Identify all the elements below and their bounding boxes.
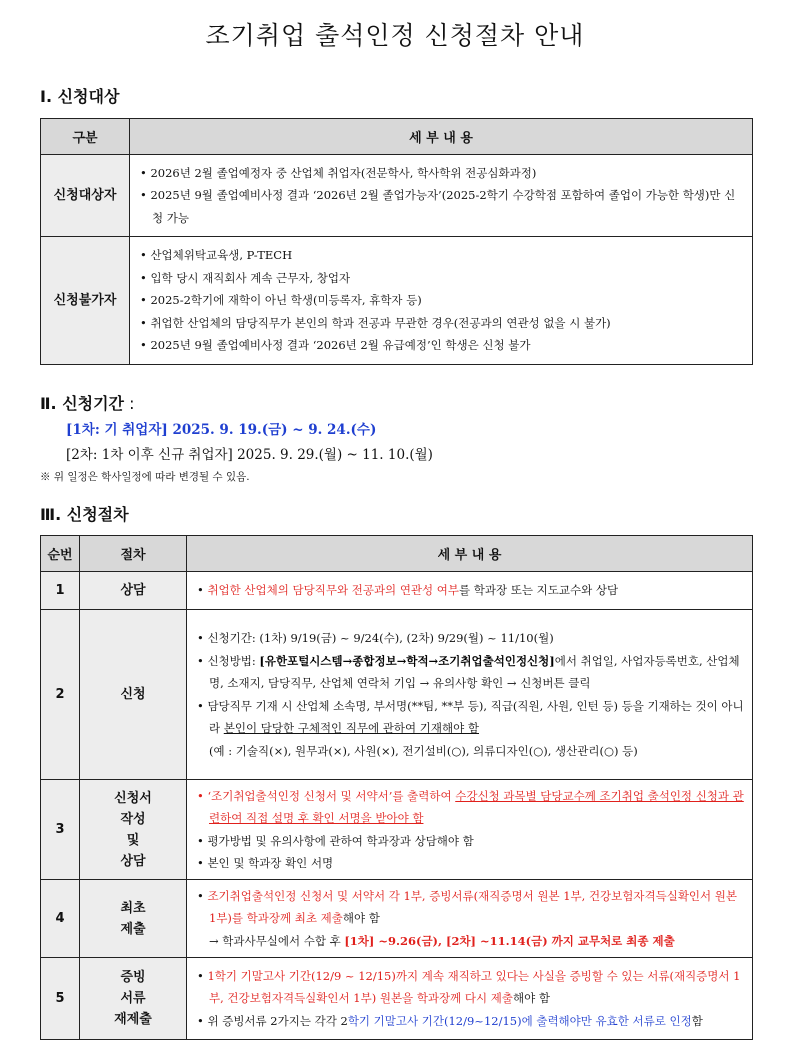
step-label: 제출 xyxy=(120,921,146,937)
header-details: 세 부 내 용 xyxy=(187,536,753,572)
step-label: 상담 xyxy=(80,572,187,610)
section1-heading: Ⅰ. 신청대상 xyxy=(40,87,120,106)
step-label: 및 xyxy=(126,832,140,848)
highlight-text: 조기취업출석인정 신청서 및 서약서 각 1부, 증빙서류(재직증명서 원본 1부, 건강보험자격득실확인서 원본 1부)를 학과장께 최초 제출 xyxy=(207,888,738,926)
body-text: 함 xyxy=(691,1013,703,1028)
step-label: 작성 xyxy=(120,811,146,827)
section2-colon: : xyxy=(124,394,135,413)
row-label-ineligible: 신청불가자 xyxy=(41,237,130,365)
list-item: • 평가방법 및 유의사항에 관하여 학과장과 상담해야 함 xyxy=(197,830,744,853)
list-item xyxy=(197,885,744,930)
step-label: 신청 xyxy=(80,610,187,780)
highlight-text: 학기 기말고사 기간(12/9~12/15)에 출력해야만 유효한 서류로 인정 xyxy=(347,1013,692,1028)
step-number: 5 xyxy=(41,958,80,1040)
body-text: 담당직무 기재 시 산업체 소속명, 부서명(**팀, **부 등), 직급(직원, 사원, 인턴 등) 등을 기재하는 것이 아니라 xyxy=(207,698,744,735)
table-row xyxy=(41,572,753,610)
table-row xyxy=(41,958,753,1040)
schedule-note: ※ 위 일정은 학사일정에 따라 변경될 수 있음. xyxy=(40,471,250,483)
first-period: [1차: 기 취업자] 2025. 9. 19.(금) ~ 9. 24.(수) xyxy=(66,422,377,438)
section2-heading-wrap xyxy=(40,391,135,414)
body-text: 를 학과장 또는 지도교수와 상담 xyxy=(459,583,619,598)
section2-heading: Ⅱ. 신청기간 xyxy=(40,394,125,413)
header-step: 절차 xyxy=(80,536,187,572)
list-item xyxy=(197,650,744,695)
list-item xyxy=(197,579,744,602)
underlined-text: 수강신청 과목별 담당교수께 조기취업 출석인정 신청과 관련하여 직접 설명 후 확인 서명을 받아야 함 xyxy=(209,788,744,825)
table-row xyxy=(41,780,753,880)
table-row xyxy=(41,880,753,958)
table-row xyxy=(41,610,753,780)
procedure-table xyxy=(40,535,753,1040)
header-number: 순번 xyxy=(41,536,80,572)
step-label: 신청서 xyxy=(114,790,152,806)
list-item xyxy=(197,1010,744,1033)
list-item: • 2025년 9월 졸업예비사정 결과 ‘2026년 2월 졸업가능자’(2025-2학기 수강학점 포함하여 졸업이 가능한 학생)만 신청 가능 xyxy=(140,184,744,229)
step-label: 서류 xyxy=(120,991,146,1006)
list-item: • 입학 당시 재직회사 계속 근무자, 창업자 xyxy=(140,267,744,290)
step-label: 최초 xyxy=(120,900,146,916)
header-category: 구분 xyxy=(41,119,130,155)
deadline-line xyxy=(197,930,744,953)
step-number: 1 xyxy=(41,572,80,610)
body-text: → 학과사무실에서 수합 후 xyxy=(209,933,345,948)
list-item: • 산업체위탁교육생, P-TECH xyxy=(140,244,744,267)
row-label-eligible: 신청대상자 xyxy=(41,155,130,237)
deadline-text: [1차] ~9.26(금), [2차] ~11.14(금) 까지 교무처로 최종 제출 xyxy=(344,933,675,948)
list-item xyxy=(197,785,744,830)
body-text: 해야 함 xyxy=(342,911,380,926)
body-text: 에서 취업일, 사업자등록번호, 산업체명, 소재지, 담당직무, 산업체 연락처 기입 → 유의사항 확인 → 신청버튼 클릭 xyxy=(209,653,740,690)
list-item: • 본인 및 학과장 확인 서명 xyxy=(197,852,744,875)
highlight-text: 취업한 산업체의 담당직무와 전공과의 연관성 여부 xyxy=(207,583,460,598)
step-number: 3 xyxy=(41,780,80,880)
table-row xyxy=(41,237,753,365)
step-label: 재제출 xyxy=(114,1012,152,1027)
portal-path: [유한포털시스템→종합정보→학적→조기취업출석인정신청] xyxy=(259,653,555,668)
section3-heading: Ⅲ. 신청절차 xyxy=(40,505,129,524)
body-text: 해야 함 xyxy=(513,991,550,1006)
highlight-text: 1학기 기말고사 기간(12/9 ~ 12/15)까지 계속 재직하고 있다는 사실을 증빙할 수 있는 서류(재직증명서 1부, 건강보험자격득실확인서 1부) 원본을 학과장께 다시 제출 xyxy=(207,968,741,1006)
step-label: 증빙 xyxy=(120,970,146,985)
list-item: • 2025년 9월 졸업예비사정 결과 ‘2026년 2월 유급예정’인 학생은 신청 불가 xyxy=(140,334,744,357)
table-row xyxy=(41,155,753,237)
step-number: 2 xyxy=(41,610,80,780)
eligibility-table xyxy=(40,118,753,365)
list-item: • 2025-2학기에 재학이 아닌 학생(미등록자, 휴학자 등) xyxy=(140,289,744,312)
underlined-text: 본인이 담당한 구체적인 직무에 관하여 기재해야 함 xyxy=(223,721,479,735)
second-period: [2차: 1차 이후 신규 취업자] 2025. 9. 29.(월) ~ 11. 10.(월) xyxy=(66,447,433,463)
body-text: 신청방법: xyxy=(207,653,260,668)
list-item xyxy=(197,695,744,740)
list-item: • 신청기간: (1차) 9/19(금) ~ 9/24(수), (2차) 9/29(월) ~ 11/10(월) xyxy=(197,627,744,650)
step-label: 상담 xyxy=(120,853,146,869)
example-text: (예 : 기술직(×), 원무과(×), 사원(×), 전기설비(○), 의류디자인(○), 생산관리(○) 등) xyxy=(209,743,638,758)
body-text: 위 증빙서류 2가지는 각각 2 xyxy=(207,1013,348,1028)
page-title: 조기취업 출석인정 신청절차 안내 xyxy=(205,21,585,50)
list-item: • 취업한 산업체의 담당직무가 본인의 학과 전공과 무관한 경우(전공과의 연관성 없을 시 불가) xyxy=(140,312,744,335)
step-number: 4 xyxy=(41,880,80,958)
highlight-text: ‘조기취업출석인정 신청서 및 서약서’를 출력하여 xyxy=(207,788,456,803)
list-item: • 2026년 2월 졸업예정자 중 산업체 취업자(전문학사, 학사학위 전공심화과정) xyxy=(140,162,744,185)
list-item xyxy=(197,965,744,1010)
header-details: 세 부 내 용 xyxy=(130,119,753,155)
